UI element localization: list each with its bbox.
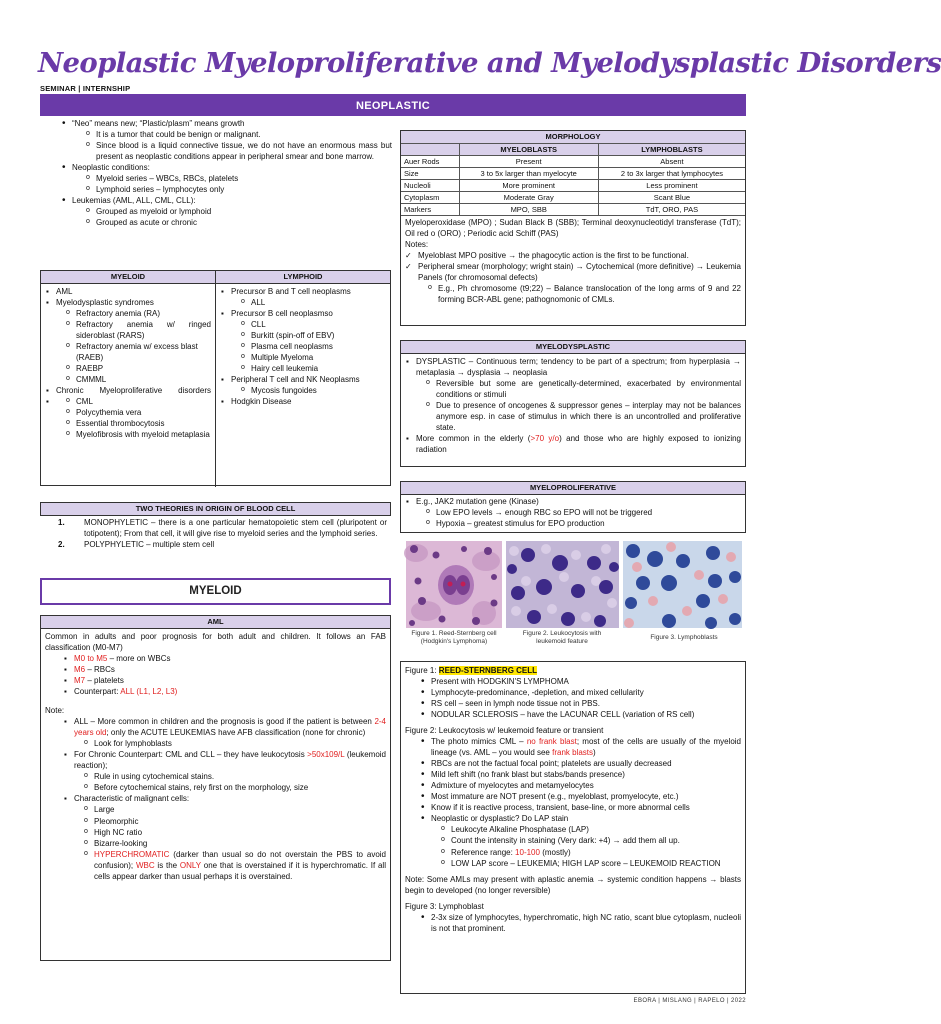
list-text: More common in the elderly ( <box>416 434 531 444</box>
table-header-cell <box>401 144 459 156</box>
list-item: ▪ Chronic Myeloproliferative disorders <box>45 385 211 396</box>
list-subitem: o LOW LAP score – LEUKEMIA; HIGH LAP score – LEUKEMOID REACTION <box>441 858 741 869</box>
figure-3-heading: Figure 3: Lymphoblast <box>405 901 484 911</box>
theory-item <box>40 539 391 550</box>
list-item <box>419 813 741 868</box>
figure-highlight: REED-STERNBERG CELL <box>438 666 538 675</box>
list-item: • NODULAR SCLEROSIS – have the LACUNAR CELL (variation of RS cell) <box>419 709 741 720</box>
lymphoblasts-micrograph <box>623 541 742 628</box>
aml-intro: Common in adults and poor prognosis for both adult and children. It follows an FAB classification (M0-M7) <box>45 632 386 653</box>
list-item <box>405 433 741 455</box>
table-cell: Scant Blue <box>598 192 745 204</box>
list-item <box>45 297 211 385</box>
table-row <box>401 192 745 204</box>
intro-item <box>60 162 392 195</box>
list-subitem: o Due to presence of oncogenes & suppressor genes – interplay may not be balances anymore esp. in case of stimulus in which there is an uncontrolled and proliferative state. <box>426 400 741 433</box>
intro-subitem: o Myeloid series – WBCs, RBCs, platelets <box>86 173 392 184</box>
note-text: one that is overstained if it is hyperchromatic. If all cells appear darker than usual perhaps it is overstained. <box>94 860 386 881</box>
intro-text: “Neo” means new; “Plastic/plasm” means growth <box>72 119 245 128</box>
table-row <box>401 204 745 216</box>
fab-text: – RBCs <box>85 665 115 675</box>
myeloid-lymphoid-table <box>40 270 391 486</box>
morphology-notes <box>401 216 745 306</box>
fab-text: Counterpart: <box>74 687 121 697</box>
figure-1-heading <box>405 665 741 676</box>
list-item: • Know if it is reactive process, transient, base-line, or more abnormal cells <box>419 802 741 813</box>
intro-subitem: o It is a tumor that could be benign or malignant. <box>86 129 392 140</box>
theories-section <box>40 502 391 550</box>
leukocytosis-micrograph <box>506 541 619 628</box>
list-highlight: frank blasts <box>552 748 594 758</box>
list-item <box>419 736 741 758</box>
list-subitem: o Refractory anemia (RA) <box>66 308 211 319</box>
fab-code: M7 <box>74 676 86 686</box>
list-text: DYSPLASTIC – Continuous term; tendency to be part of a spectrum; from hyperplasia → metaplasia → dysplasia → neoplasia <box>416 357 741 378</box>
list-text: (mostly) <box>539 847 571 857</box>
note-subitem: o Bizarre-looking <box>84 838 386 849</box>
table-cell: More prominent <box>459 180 598 192</box>
note-highlight: >50x109/L <box>307 750 345 760</box>
intro-subitem: o Grouped as myeloid or lymphoid <box>86 206 392 217</box>
list-subitem: o Count the intensity in staining (Very dark: +4) → add them all up. <box>441 835 741 846</box>
lymphoid-column-header: LYMPHOID <box>216 271 390 284</box>
list-subitem: o ALL <box>241 297 386 308</box>
note-item <box>63 749 386 793</box>
myeloproliferative-header: MYELOPROLIFERATIVE <box>401 482 745 495</box>
theory-number: 1. <box>58 518 65 527</box>
list-text: ; most of the cells are usually of the myeloid lineage (vs. AML – you would see <box>431 737 742 758</box>
micrograph-image <box>406 541 502 628</box>
table-header-row <box>401 144 745 156</box>
list-item: • Most immature are NOT present (e.g., myeloblast, promyelocyte, etc.) <box>419 791 741 802</box>
table-cell: Size <box>401 168 459 180</box>
list-item: • RBCs are not the factual focal point; platelets are usually decreased <box>419 758 741 769</box>
list-subitem: o Refractory anemia w/ excess blast (RAEB) <box>66 341 211 363</box>
list-item: • 2-3x size of lymphocytes, hyperchromatic, high NC ratio, scant blue cytoplasm, nucleoli is not that prominent. <box>419 912 741 934</box>
list-text: Precursor B and T cell neoplasms <box>231 287 351 296</box>
list-subitem: o Plasma cell neoplasms <box>241 341 386 352</box>
myeloid-column <box>41 284 216 487</box>
section-banner: NEOPLASTIC <box>40 96 746 116</box>
theory-item <box>40 516 391 539</box>
note-text: Peripheral smear (morphology; wright stain) → Cytochemical (more definitive) → Leukemia Panels (for chromosomal defects) <box>418 262 741 283</box>
list-item: • RS cell – seen in lymph node tissue not in PBS. <box>419 698 741 709</box>
list-subitem: o Myelofibrosis with myeloid metaplasia <box>66 429 211 440</box>
list-subitem: o Hypoxia – greatest stimulus for EPO production <box>426 518 741 529</box>
list-item-group <box>45 396 211 440</box>
note-text: (leukemoid reaction); <box>74 750 386 771</box>
list-text: The photo mimics CML – <box>431 737 527 747</box>
micrograph-image <box>623 541 742 628</box>
fab-item <box>63 686 386 697</box>
intro-subitem: o Grouped as acute or chronic <box>86 217 392 228</box>
list-subitem: o RAEBP <box>66 363 211 374</box>
table-cell: Moderate Gray <box>459 192 598 204</box>
table-cell: Markers <box>401 204 459 216</box>
list-subitem: o CMMML <box>66 374 211 385</box>
table-cell: Less prominent <box>598 180 745 192</box>
table-header-cell: LYMPHOBLASTS <box>598 144 745 156</box>
note-subitem: o Rule in using cytochemical stains. <box>84 771 386 782</box>
list-text: ) <box>593 748 596 758</box>
fab-code: ALL (L1, L2, L3) <box>120 687 178 697</box>
aml-header: AML <box>41 616 390 629</box>
note-subitem: o Large <box>84 804 386 815</box>
list-item: ▪ AML <box>45 286 211 297</box>
note-item <box>63 793 386 881</box>
list-subitem: o Leukocyte Alkaline Phosphatase (LAP) <box>441 824 741 835</box>
table-cell: 2 to 3x larger that lymphocytes <box>598 168 745 180</box>
table-cell: Absent <box>598 156 745 168</box>
theories-header: TWO THEORIES IN ORIGIN OF BLOOD CELL <box>40 502 391 516</box>
list-item <box>405 356 741 433</box>
micrograph-image <box>506 541 619 628</box>
list-item: • Admixture of myelocytes and metamyelocytes <box>419 780 741 791</box>
intro-item <box>60 195 392 228</box>
myeloid-section-header: MYELOID <box>40 578 391 605</box>
aml-note-label: Note: <box>45 706 65 716</box>
morphology-header: MORPHOLOGY <box>401 131 745 144</box>
list-subitem: o Refractory anemia w/ ringed sideroblast (RARS) <box>66 319 211 341</box>
list-text: Precursor B cell neoplasmso <box>231 309 333 319</box>
table-row <box>401 168 745 180</box>
list-text: E.g., JAK2 mutation gene (Kinase) <box>416 497 539 506</box>
intro-subitem: o Since blood is a liquid connective tissue, we do not have an enormous mass but present as neoplastic conditions appear in peripheral smear and bone marrow. <box>86 140 392 162</box>
page-subtitle: SEMINAR | INTERNSHIP <box>40 84 131 93</box>
note-highlight: ONLY <box>179 860 201 870</box>
table-cell: Auer Rods <box>401 156 459 168</box>
figure-2-heading: Figure 2: Leukocytosis w/ leukemoid feature or transient <box>405 726 604 736</box>
intro-item <box>60 118 392 162</box>
list-item: • Lymphocyte-predominance, -depletion, and mixed cellularity <box>419 687 741 698</box>
note-item <box>63 716 386 749</box>
figure-1-caption <box>402 630 506 646</box>
list-subitem: o Burkitt (spin-off of EBV) <box>241 330 386 341</box>
abbreviations: Myeloperoxidase (MPO) ; Sudan Black B (SBB); Terminal deoxynucleotidyl transferase (TdT); Oil red o (ORO) ; Periodic acid Schiff (PAS) <box>405 218 741 239</box>
note-text: Characteristic of malignant cells: <box>74 794 190 804</box>
fab-text: – platelets <box>85 676 124 686</box>
note-highlight: WBC <box>135 860 155 870</box>
list-subitem: o Reversible but some are genetically-determined, exacerbated by environmental conditions or stimuli <box>426 378 741 400</box>
figure-2-caption: Figure 2. Leukocytosis with leukemoid feature <box>522 630 602 645</box>
note-subitem: o Look for lymphoblasts <box>84 738 386 749</box>
note-text: is the <box>154 860 180 870</box>
note-highlight: HYPERCHROMATIC <box>94 849 170 859</box>
list-item <box>220 308 386 374</box>
notes-label: Notes: <box>405 240 429 250</box>
figure-discussion-box <box>400 661 746 994</box>
fab-code: M0 to M5 <box>74 654 108 664</box>
list-subitem: o Mycosis fungoides <box>241 385 386 396</box>
fab-code: M6 <box>74 665 86 675</box>
table-cell: 3 to 5x larger than myelocyte <box>459 168 598 180</box>
note-subitem: o Before cytochemical stains, rely first on the morphology, size <box>84 782 386 793</box>
page-title: Neoplastic Myeloproliferative and Myelodysplastic Disorders <box>38 47 941 79</box>
page-footer: EBORA | MISLANG | RAPELO | 2022 <box>633 998 746 1004</box>
table-row <box>401 156 745 168</box>
note-subitem: o E.g., Ph chromosome (t9;22) – Balance translocation of the long arms of 9 and 22 forming BCR-ABL gene; pathognomonic of CMLs. <box>428 283 741 305</box>
caption-text: (Hodgkin's Lymphoma) <box>420 637 488 645</box>
figure-label: Figure 1: <box>405 666 439 675</box>
myeloid-column-header: MYELOID <box>41 271 216 284</box>
note-item: ✓ Myeloblast MPO positive → the phagocytic action is the first to be functional. <box>405 250 741 261</box>
intro-text: Leukemias (AML, ALL, CML, CLL): <box>72 196 196 206</box>
list-subitem: o CLL <box>241 319 386 330</box>
list-subitem <box>441 847 741 858</box>
fab-item <box>63 664 386 675</box>
intro-subitem: o Lymphoid series – lymphocytes only <box>86 184 392 195</box>
list-highlight: no frank blast <box>526 737 577 747</box>
theory-text: POLYPHYLETIC – multiple stem cell <box>84 540 215 550</box>
figure-3-caption: Figure 3. Lymphoblasts <box>650 634 718 641</box>
myelodysplastic-box <box>400 340 746 467</box>
list-subitem: o ▪ CML <box>66 396 211 407</box>
list-text: ) and those who are highly exposed to ionizing radiation <box>416 434 742 455</box>
list-item <box>405 496 741 529</box>
list-item <box>220 374 386 396</box>
note-subitem: o Pleomorphic <box>84 816 386 827</box>
note-text: (darker than usual so do not overstain the PBS to avoid confusion); <box>94 849 386 870</box>
table-cell: Nucleoli <box>401 180 459 192</box>
note-text: For Chronic Counterpart: CML and CLL – they have leukocytosis <box>74 750 308 760</box>
list-text: Peripheral T cell and NK Neoplasms <box>231 375 360 385</box>
list-subitem: o Polycythemia vera <box>66 407 211 418</box>
list-subitem: o Hairy cell leukemia <box>241 363 386 374</box>
morphology-box <box>400 130 746 326</box>
table-cell: TdT, ORO, PAS <box>598 204 745 216</box>
note-text: ALL – More common in children and the prognosis is good if the patient is between <box>74 717 375 727</box>
note-subitem <box>84 849 386 882</box>
myelodysplastic-header: MYELODYSPLASTIC <box>401 341 745 354</box>
list-highlight: >70 y/o <box>530 434 560 444</box>
list-item <box>220 286 386 308</box>
myelodysplastic-body <box>401 354 745 455</box>
table-cell: MPO, SBB <box>459 204 598 216</box>
intro-section <box>60 118 392 228</box>
list-item: • Mild left shift (no frank blast but stabs/bands presence) <box>419 769 741 780</box>
intro-text: Neoplastic conditions: <box>72 163 150 173</box>
fab-item <box>63 653 386 664</box>
table-row <box>401 180 745 192</box>
aml-body <box>41 629 390 884</box>
reed-sternberg-micrograph <box>406 541 502 628</box>
list-subitem: o Low EPO levels → enough RBC so EPO will not be triggered <box>426 507 741 518</box>
table-cell: Present <box>459 156 598 168</box>
note-highlight: 2-4 years old <box>74 717 386 738</box>
list-text: Reference range: <box>451 847 516 857</box>
list-subitem: o Essential thrombocytosis <box>66 418 211 429</box>
list-text: Myelodysplastic syndromes <box>56 298 154 308</box>
note-subitem: o High NC ratio <box>84 827 386 838</box>
morphology-table <box>401 143 745 216</box>
myeloproliferative-body <box>401 495 745 529</box>
list-highlight: 10-100 <box>515 847 540 857</box>
caption-text: Figure 1. Reed-Sternberg cell <box>411 630 497 637</box>
table-header-cell: MYELOBLASTS <box>459 144 598 156</box>
table-cell: Cytoplasm <box>401 192 459 204</box>
lymphoid-column <box>216 284 390 487</box>
list-text: Neoplastic or dysplastic? Do LAP stain <box>431 814 569 824</box>
list-subitem: o Multiple Myeloma <box>241 352 386 363</box>
fab-item <box>63 675 386 686</box>
theory-number: 2. <box>58 540 65 550</box>
figure-note: Note: Some AMLs may present with aplastic anemia → systemic condition happens → blasts begin to developed (no longer reversible) <box>405 874 741 895</box>
note-item <box>405 261 741 305</box>
fab-text: – more on WBCs <box>107 654 171 664</box>
list-item: ▪ Hodgkin Disease <box>220 396 386 407</box>
list-item: • Present with HODGKIN'S LYMPHOMA <box>419 676 741 687</box>
theory-text: MONOPHYLETIC – there is a one particular hematopoietic stem cell (pluripotent or totipotent); From that cell, it will give rise to myeloid series and the lymphoid series. <box>84 518 387 539</box>
aml-box <box>40 615 391 961</box>
myeloproliferative-box <box>400 481 746 533</box>
note-text: ; only the ACUTE LEUKEMIAS have AFB classification (none for chronic) <box>106 728 366 738</box>
